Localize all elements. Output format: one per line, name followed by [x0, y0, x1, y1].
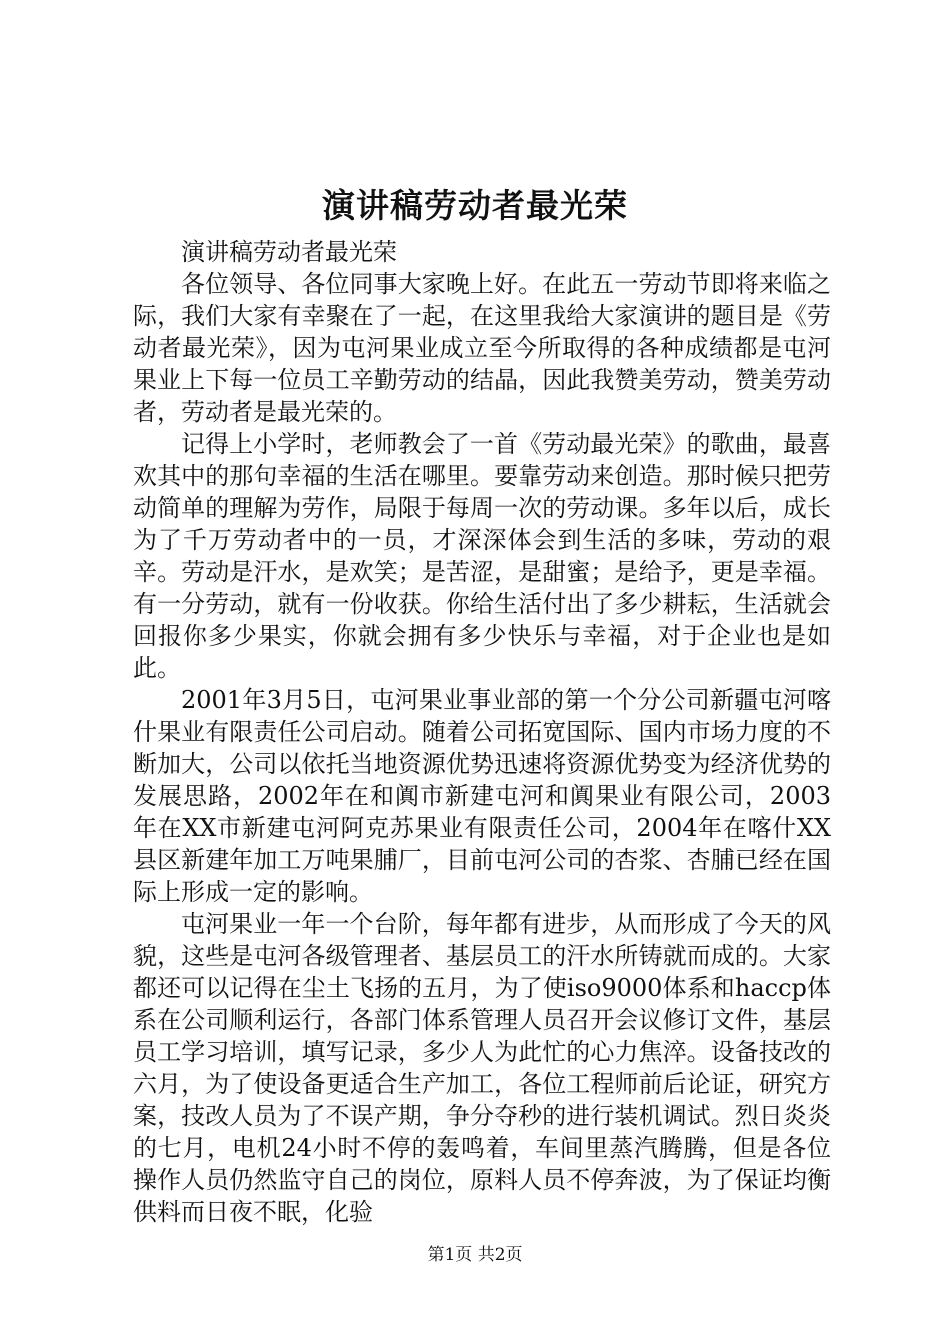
paragraph: 2001年3月5日，屯河果业事业部的第一个分公司新疆屯河喀什果业有限责任公司启动。随着公司拓宽国际、国内市场力度的不断加大，公司以依托当地资源优势迅速将资源优势变为经济优势的发展思路，2002年在和阗市新建屯河和阗果业有限公司，2003年在XX市新建屯河阿克苏果业有限责任公司，2004年在喀什XX县区新建年加工万吨果脯厂，目前屯河公司的杏浆、杏脯已经在国际上形成一定的影响。 — [133, 686, 831, 906]
page-footer: 第1页 共2页 — [427, 1245, 523, 1265]
paragraph: 各位领导、各位同事大家晚上好。在此五一劳动节即将来临之际，我们大家有幸聚在了一起，在这里我给大家演讲的题目是《劳动者最光荣》，因为屯河果业成立至今所取得的各种成绩都是屯河果业上下每一位员工辛勤劳动的结晶，因此我赞美劳动，赞美劳动者，劳动者是最光荣的。 — [133, 270, 831, 426]
paragraph: 记得上小学时，老师教会了一首《劳动最光荣》的歌曲，最喜欢其中的那句幸福的生活在哪里。要靠劳动来创造。那时候只把劳动简单的理解为劳作，局限于每周一次的劳动课。多年以后，成长为了千万劳动者中的一员，才深深体会到生活的多味，劳动的艰辛。劳动是汗水，是欢笑；是苦涩，是甜蜜；是给予，更是幸福。有一分劳动，就有一份收获。你给生活付出了多少耕耘，生活就会回报你多少果实，你就会拥有多少快乐与幸福，对于企业也是如此。 — [133, 430, 831, 682]
document-body — [133, 236, 831, 1228]
paragraph: 演讲稿劳动者最光荣 — [181, 238, 397, 266]
document-title: 演讲稿劳动者最光荣 — [322, 186, 628, 225]
paragraph: 屯河果业一年一个台阶，每年都有进步，从而形成了今天的风貌，这些是屯河各级管理者、基层员工的汗水所铸就而成的。大家都还可以记得在尘土飞扬的五月，为了使iso9000体系和haccp体系在公司顺利运行，各部门体系管理人员召开会议修订文件，基层员工学习培训，填写记录，多少人为此忙的心力焦淬。设备技改的六月，为了使设备更适合生产加工，各位工程师前后论证，研究方案，技改人员为了不误产期，争分夺秒的进行装机调试。烈日炎炎的七月，电机24小时不停的轰鸣着，车间里蒸汽腾腾，但是各位操作人员仍然监守自己的岗位，原料人员不停奔波，为了保证均衡供料而日夜不眠，化验 — [133, 910, 831, 1226]
